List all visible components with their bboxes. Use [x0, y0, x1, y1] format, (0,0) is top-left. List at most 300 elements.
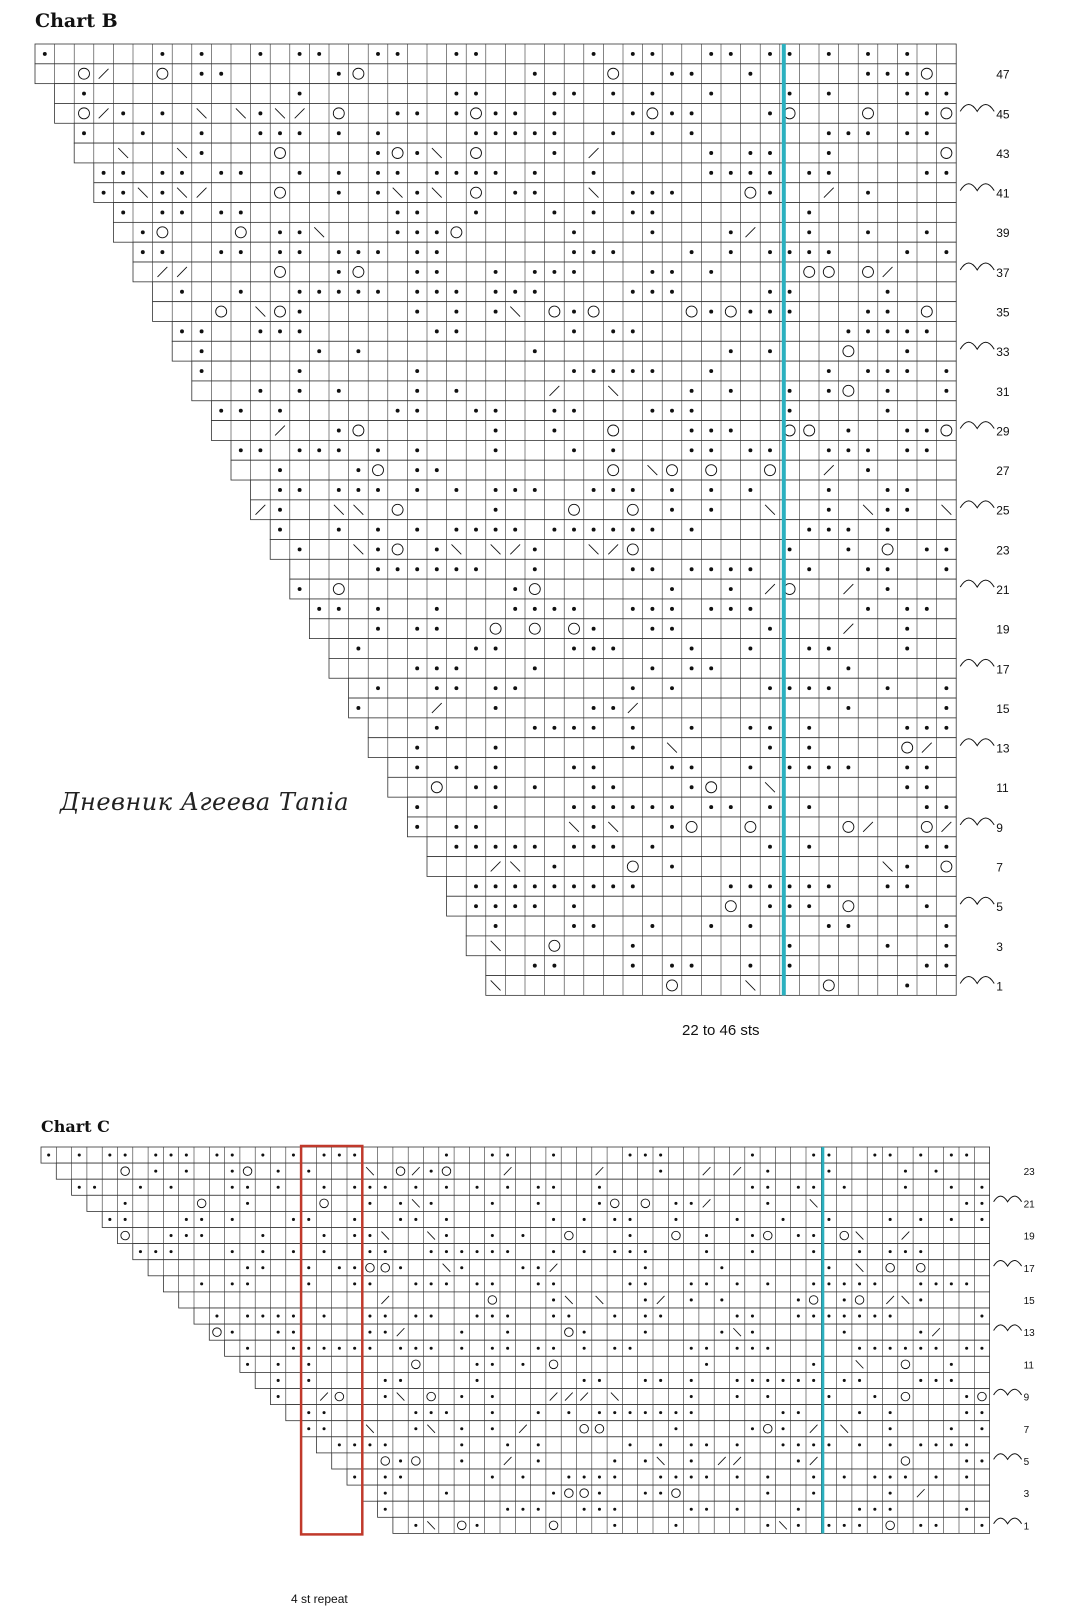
- purl-symbol: [766, 1395, 769, 1398]
- purl-symbol: [368, 1331, 371, 1334]
- purl-symbol: [445, 1492, 448, 1495]
- purl-symbol: [231, 1218, 234, 1221]
- purl-symbol: [980, 1202, 983, 1205]
- row-number: 3: [1023, 1489, 1030, 1501]
- purl-symbol: [491, 1315, 494, 1318]
- purl-symbol: [613, 1411, 616, 1414]
- purl-symbol: [521, 1266, 524, 1269]
- row-number: 43: [996, 146, 1010, 161]
- purl-symbol: [598, 1508, 601, 1511]
- chart-row: [148, 1260, 990, 1276]
- purl-symbol: [430, 1315, 433, 1318]
- purl-symbol: [812, 1363, 815, 1366]
- purl-symbol: [384, 1250, 387, 1253]
- purl-symbol: [368, 1202, 371, 1205]
- purl-symbol: [950, 1218, 953, 1221]
- purl-symbol: [873, 1315, 876, 1318]
- purl-symbol: [629, 1218, 632, 1221]
- purl-symbol: [797, 1379, 800, 1382]
- purl-symbol: [537, 1411, 540, 1414]
- purl-symbol: [185, 1218, 188, 1221]
- purl-symbol: [797, 1298, 800, 1301]
- purl-symbol: [399, 1459, 402, 1462]
- purl-symbol: [552, 1154, 555, 1157]
- purl-symbol: [980, 1315, 983, 1318]
- purl-symbol: [261, 1266, 264, 1269]
- purl-symbol: [598, 1411, 601, 1414]
- purl-symbol: [353, 1154, 356, 1157]
- purl-symbol: [797, 1186, 800, 1189]
- purl-symbol: [460, 1443, 463, 1446]
- purl-symbol: [506, 1443, 509, 1446]
- purl-symbol: [368, 1186, 371, 1189]
- purl-symbol: [736, 1282, 739, 1285]
- purl-symbol: [537, 1347, 540, 1350]
- purl-symbol: [521, 1476, 524, 1479]
- purl-symbol: [521, 1234, 524, 1237]
- purl-symbol: [170, 1250, 173, 1253]
- row-number: 17: [996, 662, 1010, 677]
- purl-symbol: [384, 1186, 387, 1189]
- purl-symbol: [307, 1282, 310, 1285]
- purl-symbol: [445, 1250, 448, 1253]
- purl-symbol: [644, 1331, 647, 1334]
- purl-symbol: [552, 1250, 555, 1253]
- purl-symbol: [843, 1282, 846, 1285]
- purl-symbol: [338, 1266, 341, 1269]
- purl-symbol: [674, 1524, 677, 1527]
- purl-symbol: [674, 1218, 677, 1221]
- purl-symbol: [491, 1363, 494, 1366]
- purl-symbol: [629, 1250, 632, 1253]
- purl-symbol: [567, 1315, 570, 1318]
- purl-symbol: [537, 1282, 540, 1285]
- purl-symbol: [950, 1363, 953, 1366]
- purl-symbol: [827, 1443, 830, 1446]
- purl-symbol: [323, 1411, 326, 1414]
- purl-symbol: [720, 1266, 723, 1269]
- purl-symbol: [261, 1234, 264, 1237]
- purl-symbol: [353, 1234, 356, 1237]
- purl-symbol: [965, 1202, 968, 1205]
- purl-symbol: [935, 1347, 938, 1350]
- purl-symbol: [491, 1282, 494, 1285]
- purl-symbol: [659, 1315, 662, 1318]
- purl-symbol: [231, 1250, 234, 1253]
- purl-symbol: [629, 1347, 632, 1350]
- purl-symbol: [170, 1154, 173, 1157]
- purl-symbol: [598, 1492, 601, 1495]
- purl-symbol: [323, 1427, 326, 1430]
- turn-arc-icon: [994, 1454, 1022, 1460]
- purl-symbol: [506, 1154, 509, 1157]
- purl-symbol: [812, 1443, 815, 1446]
- purl-symbol: [950, 1186, 953, 1189]
- purl-symbol: [139, 1186, 142, 1189]
- purl-symbol: [950, 1443, 953, 1446]
- chart-row: [240, 1356, 990, 1372]
- purl-symbol: [307, 1170, 310, 1173]
- purl-symbol: [292, 1218, 295, 1221]
- purl-symbol: [414, 1347, 417, 1350]
- purl-symbol: [827, 1218, 830, 1221]
- purl-symbol: [506, 1508, 509, 1511]
- purl-symbol: [644, 1379, 647, 1382]
- purl-symbol: [246, 1347, 249, 1350]
- purl-symbol: [261, 1315, 264, 1318]
- purl-symbol: [78, 1154, 81, 1157]
- purl-symbol: [629, 1443, 632, 1446]
- purl-symbol: [399, 1347, 402, 1350]
- purl-symbol: [858, 1508, 861, 1511]
- purl-symbol: [476, 1363, 479, 1366]
- purl-symbol: [919, 1379, 922, 1382]
- row-number: 3: [996, 939, 1003, 954]
- purl-symbol: [384, 1508, 387, 1511]
- purl-symbol: [307, 1266, 310, 1269]
- row-number: 11: [996, 781, 1009, 796]
- purl-symbol: [690, 1282, 693, 1285]
- purl-symbol: [965, 1395, 968, 1398]
- purl-symbol: [430, 1411, 433, 1414]
- purl-symbol: [476, 1315, 479, 1318]
- purl-symbol: [277, 1315, 280, 1318]
- purl-symbol: [552, 1186, 555, 1189]
- purl-symbol: [965, 1411, 968, 1414]
- purl-symbol: [858, 1379, 861, 1382]
- purl-symbol: [797, 1443, 800, 1446]
- purl-symbol: [858, 1443, 861, 1446]
- purl-symbol: [644, 1492, 647, 1495]
- chart-b-title: Chart B: [35, 10, 118, 32]
- purl-symbol: [950, 1379, 953, 1382]
- purl-symbol: [766, 1524, 769, 1527]
- purl-symbol: [384, 1395, 387, 1398]
- purl-symbol: [353, 1347, 356, 1350]
- turn-arc-icon: [994, 1261, 1022, 1267]
- purl-symbol: [766, 1170, 769, 1173]
- purl-symbol: [399, 1202, 402, 1205]
- purl-symbol: [705, 1363, 708, 1366]
- purl-symbol: [200, 1282, 203, 1285]
- purl-symbol: [751, 1315, 754, 1318]
- purl-symbol: [368, 1282, 371, 1285]
- purl-symbol: [491, 1250, 494, 1253]
- purl-symbol: [93, 1186, 96, 1189]
- row-number: 27: [996, 464, 1010, 479]
- purl-symbol: [613, 1476, 616, 1479]
- purl-symbol: [231, 1154, 234, 1157]
- purl-symbol: [445, 1154, 448, 1157]
- row-number: 33: [996, 345, 1010, 360]
- purl-symbol: [766, 1379, 769, 1382]
- purl-symbol: [720, 1331, 723, 1334]
- purl-symbol: [277, 1395, 280, 1398]
- purl-symbol: [537, 1266, 540, 1269]
- purl-symbol: [674, 1476, 677, 1479]
- purl-symbol: [965, 1154, 968, 1157]
- purl-symbol: [797, 1411, 800, 1414]
- purl-symbol: [537, 1508, 540, 1511]
- purl-symbol: [935, 1476, 938, 1479]
- purl-symbol: [965, 1282, 968, 1285]
- purl-symbol: [705, 1347, 708, 1350]
- purl-symbol: [613, 1524, 616, 1527]
- row-number: 19: [1023, 1231, 1035, 1243]
- row-number: 9: [1023, 1392, 1030, 1404]
- purl-symbol: [858, 1282, 861, 1285]
- purl-symbol: [843, 1524, 846, 1527]
- purl-symbol: [460, 1459, 463, 1462]
- purl-symbol: [506, 1186, 509, 1189]
- purl-symbol: [537, 1443, 540, 1446]
- chart-row: [118, 1228, 990, 1244]
- purl-symbol: [812, 1186, 815, 1189]
- row-number: 21: [1023, 1199, 1035, 1211]
- purl-symbol: [889, 1218, 892, 1221]
- purl-symbol: [476, 1524, 479, 1527]
- purl-symbol: [644, 1154, 647, 1157]
- purl-symbol: [460, 1347, 463, 1350]
- purl-symbol: [736, 1508, 739, 1511]
- purl-symbol: [307, 1218, 310, 1221]
- purl-symbol: [368, 1250, 371, 1253]
- purl-symbol: [629, 1411, 632, 1414]
- purl-symbol: [430, 1250, 433, 1253]
- purl-symbol: [935, 1379, 938, 1382]
- purl-symbol: [200, 1234, 203, 1237]
- chart-row: [56, 1163, 989, 1179]
- purl-symbol: [919, 1347, 922, 1350]
- purl-symbol: [246, 1363, 249, 1366]
- purl-symbol: [292, 1315, 295, 1318]
- purl-symbol: [919, 1154, 922, 1157]
- purl-symbol: [307, 1427, 310, 1430]
- purl-symbol: [782, 1411, 785, 1414]
- purl-symbol: [368, 1347, 371, 1350]
- purl-symbol: [889, 1492, 892, 1495]
- purl-symbol: [170, 1186, 173, 1189]
- purl-symbol: [965, 1443, 968, 1446]
- purl-symbol: [873, 1282, 876, 1285]
- purl-symbol: [644, 1250, 647, 1253]
- purl-symbol: [246, 1202, 249, 1205]
- purl-symbol: [904, 1476, 907, 1479]
- chart-b-caption: 22 to 46 sts: [682, 1022, 760, 1039]
- purl-symbol: [292, 1250, 295, 1253]
- purl-symbol: [338, 1443, 341, 1446]
- purl-symbol: [460, 1250, 463, 1253]
- purl-symbol: [399, 1266, 402, 1269]
- purl-symbol: [277, 1186, 280, 1189]
- row-number: 47: [996, 67, 1010, 82]
- purl-symbol: [736, 1347, 739, 1350]
- purl-symbol: [659, 1154, 662, 1157]
- turn-arc-icon: [994, 1325, 1022, 1331]
- purl-symbol: [552, 1492, 555, 1495]
- chart-row: [362, 1485, 989, 1501]
- purl-symbol: [353, 1443, 356, 1446]
- purl-symbol: [353, 1282, 356, 1285]
- purl-symbol: [506, 1250, 509, 1253]
- purl-symbol: [690, 1411, 693, 1414]
- turn-arc-icon: [994, 1196, 1022, 1202]
- purl-symbol: [904, 1347, 907, 1350]
- purl-symbol: [277, 1363, 280, 1366]
- purl-symbol: [843, 1331, 846, 1334]
- purl-symbol: [476, 1379, 479, 1382]
- row-number: 13: [1023, 1328, 1035, 1340]
- purl-symbol: [659, 1379, 662, 1382]
- purl-symbol: [644, 1459, 647, 1462]
- purl-symbol: [491, 1154, 494, 1157]
- purl-symbol: [644, 1298, 647, 1301]
- purl-symbol: [261, 1154, 264, 1157]
- row-number: 29: [996, 424, 1010, 439]
- purl-symbol: [139, 1250, 142, 1253]
- purl-symbol: [108, 1218, 111, 1221]
- purl-symbol: [935, 1443, 938, 1446]
- purl-symbol: [598, 1186, 601, 1189]
- purl-symbol: [292, 1331, 295, 1334]
- purl-symbol: [414, 1427, 417, 1430]
- purl-symbol: [414, 1186, 417, 1189]
- chart-row: [301, 1421, 990, 1437]
- purl-symbol: [384, 1443, 387, 1446]
- purl-symbol: [384, 1492, 387, 1495]
- row-number: 31: [996, 384, 1010, 399]
- purl-symbol: [231, 1282, 234, 1285]
- purl-symbol: [307, 1379, 310, 1382]
- purl-symbol: [170, 1234, 173, 1237]
- purl-symbol: [583, 1508, 586, 1511]
- purl-symbol: [460, 1395, 463, 1398]
- purl-symbol: [766, 1186, 769, 1189]
- purl-symbol: [384, 1331, 387, 1334]
- purl-symbol: [552, 1218, 555, 1221]
- purl-symbol: [323, 1347, 326, 1350]
- purl-symbol: [583, 1379, 586, 1382]
- purl-symbol: [904, 1186, 907, 1189]
- purl-symbol: [919, 1282, 922, 1285]
- purl-symbol: [919, 1250, 922, 1253]
- purl-symbol: [491, 1476, 494, 1479]
- purl-symbol: [751, 1154, 754, 1157]
- purl-symbol: [583, 1476, 586, 1479]
- purl-symbol: [644, 1266, 647, 1269]
- purl-symbol: [384, 1315, 387, 1318]
- purl-symbol: [812, 1476, 815, 1479]
- purl-symbol: [414, 1218, 417, 1221]
- purl-symbol: [476, 1282, 479, 1285]
- purl-symbol: [736, 1218, 739, 1221]
- purl-symbol: [797, 1508, 800, 1511]
- purl-symbol: [705, 1443, 708, 1446]
- purl-symbol: [965, 1476, 968, 1479]
- purl-symbol: [491, 1234, 494, 1237]
- row-number: 37: [996, 265, 1010, 280]
- purl-symbol: [782, 1218, 785, 1221]
- purl-symbol: [980, 1427, 983, 1430]
- purl-symbol: [414, 1282, 417, 1285]
- purl-symbol: [980, 1186, 983, 1189]
- purl-symbol: [292, 1154, 295, 1157]
- purl-symbol: [751, 1379, 754, 1382]
- purl-symbol: [690, 1202, 693, 1205]
- purl-symbol: [827, 1524, 830, 1527]
- purl-symbol: [246, 1315, 249, 1318]
- row-number: 25: [996, 503, 1010, 518]
- purl-symbol: [827, 1315, 830, 1318]
- row-number: 41: [996, 186, 1010, 201]
- purl-symbol: [674, 1427, 677, 1430]
- purl-symbol: [782, 1443, 785, 1446]
- chart-c-repeat-line: [821, 1147, 824, 1533]
- purl-symbol: [812, 1234, 815, 1237]
- purl-symbol: [705, 1282, 708, 1285]
- purl-symbol: [827, 1170, 830, 1173]
- purl-symbol: [659, 1443, 662, 1446]
- purl-symbol: [782, 1379, 785, 1382]
- purl-symbol: [919, 1443, 922, 1446]
- purl-symbol: [414, 1524, 417, 1527]
- purl-symbol: [751, 1331, 754, 1334]
- purl-symbol: [935, 1524, 938, 1527]
- purl-symbol: [521, 1363, 524, 1366]
- purl-symbol: [950, 1154, 953, 1157]
- purl-symbol: [980, 1218, 983, 1221]
- purl-symbol: [904, 1250, 907, 1253]
- purl-symbol: [889, 1347, 892, 1350]
- purl-symbol: [889, 1250, 892, 1253]
- purl-symbol: [261, 1250, 264, 1253]
- purl-symbol: [736, 1476, 739, 1479]
- row-number: 23: [1023, 1167, 1035, 1179]
- purl-symbol: [613, 1250, 616, 1253]
- purl-symbol: [690, 1379, 693, 1382]
- purl-symbol: [690, 1443, 693, 1446]
- purl-symbol: [414, 1315, 417, 1318]
- purl-symbol: [384, 1379, 387, 1382]
- purl-symbol: [659, 1411, 662, 1414]
- purl-symbol: [521, 1508, 524, 1511]
- purl-symbol: [797, 1524, 800, 1527]
- purl-symbol: [200, 1218, 203, 1221]
- purl-symbol: [889, 1508, 892, 1511]
- purl-symbol: [858, 1411, 861, 1414]
- chart-row: [393, 1517, 990, 1533]
- purl-symbol: [368, 1443, 371, 1446]
- purl-symbol: [965, 1459, 968, 1462]
- purl-symbol: [629, 1282, 632, 1285]
- purl-symbol: [583, 1347, 586, 1350]
- chart-c-cells: [41, 1147, 990, 1533]
- row-number: 39: [996, 226, 1010, 241]
- purl-symbol: [368, 1315, 371, 1318]
- purl-symbol: [736, 1315, 739, 1318]
- purl-symbol: [231, 1186, 234, 1189]
- purl-symbol: [353, 1186, 356, 1189]
- row-number: 15: [996, 701, 1010, 716]
- purl-symbol: [919, 1218, 922, 1221]
- purl-symbol: [797, 1234, 800, 1237]
- purl-symbol: [215, 1315, 218, 1318]
- purl-symbol: [950, 1427, 953, 1430]
- purl-symbol: [338, 1154, 341, 1157]
- purl-symbol: [277, 1170, 280, 1173]
- purl-symbol: [430, 1202, 433, 1205]
- purl-symbol: [323, 1154, 326, 1157]
